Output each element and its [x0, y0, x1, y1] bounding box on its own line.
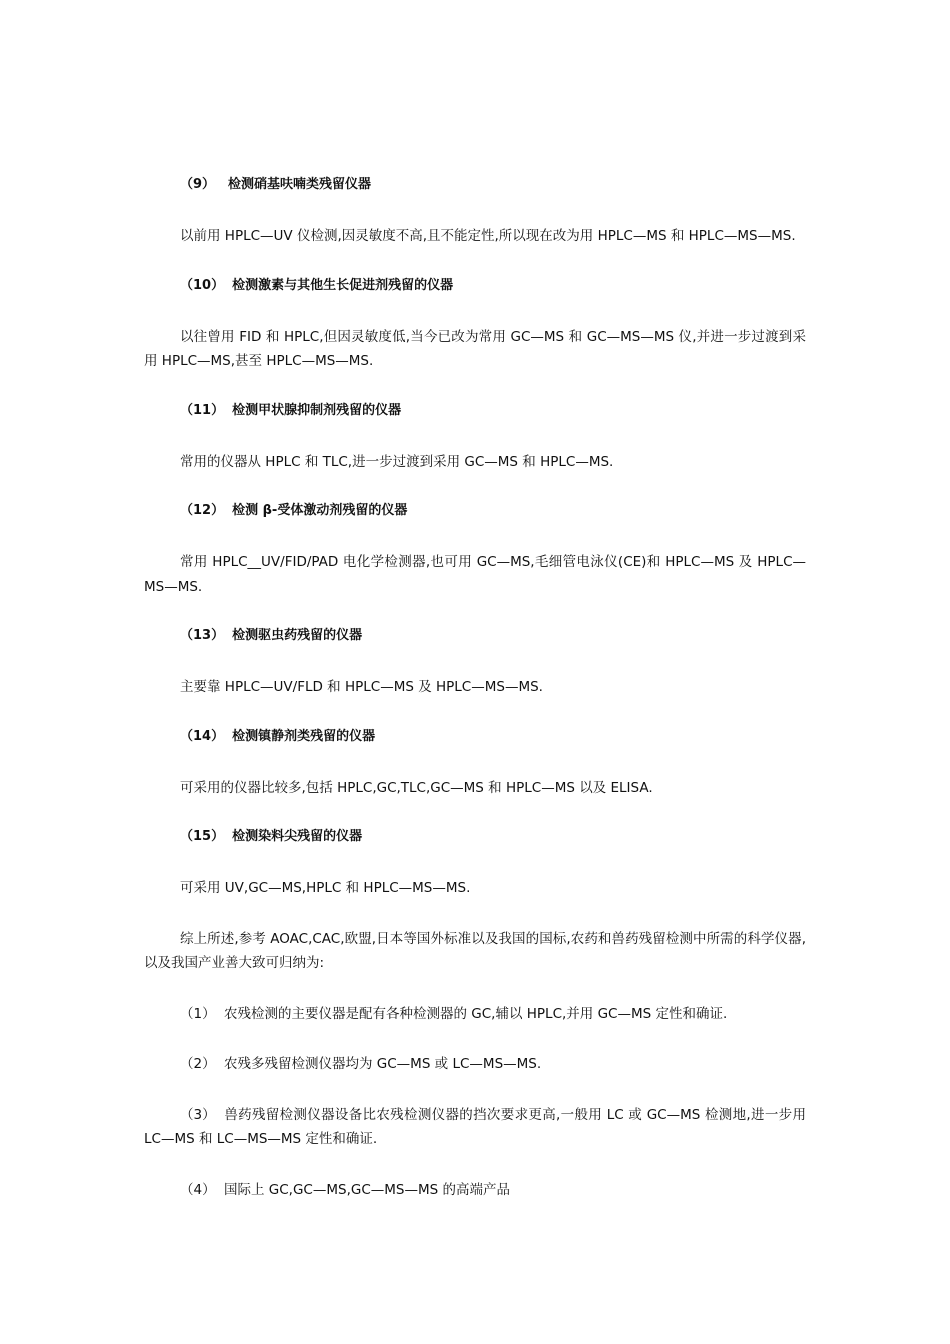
list-item-4	[144, 1178, 806, 1203]
heading-text: 检测染料尖残留的仪器	[232, 829, 363, 844]
heading-text: 检测激素与其他生长促进剂残留的仪器	[232, 277, 454, 293]
section-heading-9	[144, 174, 806, 196]
heading-number: （15）	[180, 829, 225, 844]
section-heading-10	[144, 275, 806, 297]
list-item-1	[144, 1002, 806, 1027]
heading-text: 检测驱虫药残留的仪器	[232, 628, 363, 643]
heading-text: 检测硝基呋喃类残留仪器	[228, 177, 372, 192]
section-heading-12	[144, 500, 806, 522]
heading-number: （10）	[180, 277, 225, 293]
document-body	[144, 174, 806, 1228]
item-text: 兽药残留检测仪器设备比农残检测仪器的挡次要求更高,一般用 LC 或 GC—MS 检测地,进一步用 LC—MS 和 LC—MS—MS 定性和确证.	[144, 1106, 806, 1147]
item-number: （1）	[180, 1005, 216, 1022]
item-text: 国际上 GC,GC—MS,GC—MS—MS 的高端产品	[224, 1181, 510, 1198]
section-paragraph-11: 常用的仪器从 HPLC 和 TLC,进一步过渡到采用 GC—MS 和 HPLC—MS.	[180, 453, 614, 470]
section-heading-13	[144, 625, 806, 647]
section-paragraph-10: 以往曾用 FID 和 HPLC,但因灵敏度低,当今已改为常用 GC—MS 和 GC—MS—MS 仪,并进一步过渡到采用 HPLC—MS,甚至 HPLC—MS—MS.	[144, 328, 806, 369]
heading-number: （14）	[180, 728, 225, 744]
list-item-3	[144, 1103, 806, 1152]
section-paragraph-14: 可采用的仪器比较多,包括 HPLC,GC,TLC,GC—MS 和 HPLC—MS 以及 ELISA.	[180, 779, 653, 796]
heading-text: 检测 β-受体激动剂残留的仪器	[232, 503, 408, 518]
heading-number: （9）	[180, 177, 216, 192]
item-number: （2）	[180, 1056, 216, 1072]
section-heading-11	[144, 400, 806, 422]
section-paragraph-12: 常用 HPLC__UV/FID/PAD 电化学检测器,也可用 GC—MS,毛细管电泳仪(CE)和 HPLC—MS 及 HPLC—MS—MS.	[144, 554, 806, 595]
section-paragraph-9: 以前用 HPLC—UV 仪检测,因灵敏度不高,且不能定性,所以现在改为用 HPLC—MS 和 HPLC—MS—MS.	[180, 228, 796, 244]
item-number: （3）	[180, 1106, 216, 1123]
item-text: 农残检测的主要仪器是配有各种检测器的 GC,辅以 HPLC,并用 GC—MS 定性和确证.	[224, 1005, 728, 1022]
list-item-2	[144, 1052, 806, 1077]
heading-text: 检测甲状腺抑制剂残留的仪器	[232, 402, 402, 418]
section-paragraph-13: 主要靠 HPLC—UV/FLD 和 HPLC—MS 及 HPLC—MS—MS.	[180, 679, 543, 695]
heading-number: （13）	[180, 628, 225, 643]
item-number: （4）	[180, 1181, 216, 1198]
item-text: 农残多残留检测仪器均为 GC—MS 或 LC—MS—MS.	[224, 1056, 542, 1072]
section-heading-15	[144, 826, 806, 848]
heading-number: （12）	[180, 503, 225, 518]
section-paragraph-15: 可采用 UV,GC—MS,HPLC 和 HPLC—MS—MS.	[180, 880, 471, 896]
heading-number: （11）	[180, 402, 225, 418]
summary-paragraph: 综上所述,参考 AOAC,CAC,欧盟,日本等国外标准以及我国的国标,农药和兽药残留检测中所需的科学仪器,以及我国产业善大致可归纳为:	[144, 930, 806, 971]
section-heading-14	[144, 726, 806, 748]
heading-text: 检测镇静剂类残留的仪器	[232, 728, 376, 744]
